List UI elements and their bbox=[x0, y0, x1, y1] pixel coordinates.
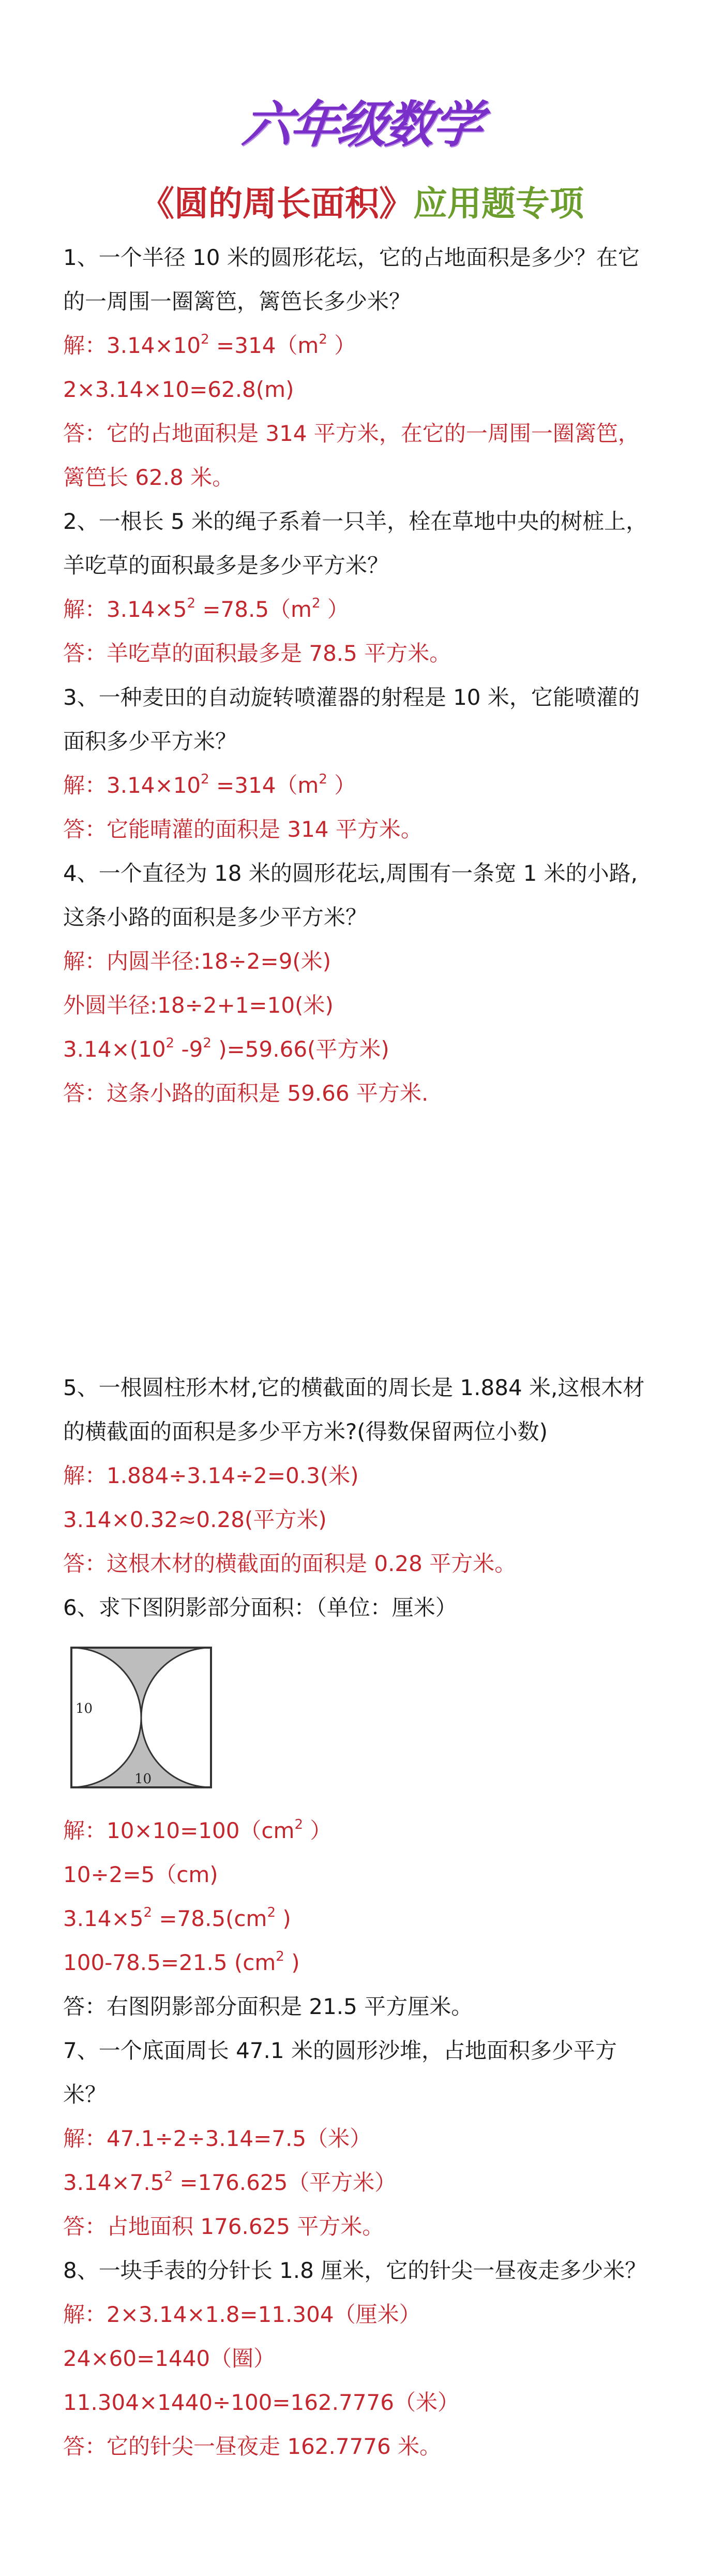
question-2-line-2: 羊吃草的面积最多是多少平方米？ bbox=[63, 553, 389, 578]
solution-4-line-1: 解：内圆半径:18÷2=9(米) bbox=[63, 949, 331, 974]
solution-6-line-4: 100-78.5=21.5 ($cm^2$ ) bbox=[63, 1949, 300, 1975]
solution-8-line-3: 11.304×1440÷100=162.7776（米） bbox=[63, 2390, 459, 2415]
answer-4-line-1: 答：这条小路的面积是 59.66 平方米. bbox=[63, 1080, 429, 1106]
solution-6-line-2: 10÷2=5（cm) bbox=[63, 1862, 218, 1887]
question-8-line-1: 8、一块手表的分针长 1.8 厘米，它的针尖一昼夜走多少米？ bbox=[63, 2258, 647, 2283]
solution-4-line-3: $3.14\times(10^2$ $-9^2$ )=59.66(平方米) bbox=[63, 1035, 389, 1062]
solution-5-line-1: 解：1.884÷3.14÷2=0.3(米) bbox=[63, 1463, 359, 1488]
solution-3-line-1: 解：$3.14\times 10^2 =314(m^2$ ） bbox=[63, 772, 356, 798]
solution-1-line-1: 解：$3.14\times 10^2 =314(m^2$ ） bbox=[63, 332, 356, 358]
answer-7-line-1: 答：占地面积 176.625 平方米。 bbox=[63, 2214, 384, 2239]
figure-left-label: 10 bbox=[76, 1701, 93, 1716]
solution-1-line-2: 2×3.14×10=62.8(m) bbox=[63, 377, 294, 402]
page-title bbox=[0, 176, 724, 225]
question-4-line-1: 4、一个直径为 18 米的圆形花坛,周围有一条宽 1 米的小路, bbox=[63, 861, 638, 886]
answer-6-line-1: 答：右图阴影部分面积是 21.5 平方厘米。 bbox=[63, 1994, 473, 2019]
question-1-line-2: 的一周围一圈篱笆，篱笆长多少米？ bbox=[63, 289, 411, 314]
answer-1-line-2: 篱笆长 62.8 米。 bbox=[63, 465, 234, 490]
question-6-line-1: 6、求下图阴影部分面积：（单位：厘米） bbox=[63, 1595, 457, 1620]
answer-8-line-1: 答：它的针尖一昼夜走 162.7776 米。 bbox=[63, 2434, 442, 2459]
figure-bottom-label: 10 bbox=[134, 1771, 152, 1787]
answer-5-line-1: 答：这根木材的横截面的面积是 0.28 平方米。 bbox=[63, 1551, 517, 1576]
question-5-line-1: 5、一根圆柱形木材,它的横截面的周长是 1.884 米,这根木材 bbox=[63, 1375, 645, 1400]
solution-2-line-1: 解：$3.14\times 5^2 =78.5(m^2$ ） bbox=[63, 596, 349, 622]
title-part-2: 应用题专项 bbox=[413, 184, 584, 224]
question-5-line-2: 的横截面的面积是多少平方米?(得数保留两位小数) bbox=[63, 1419, 548, 1444]
question-7-line-2: 米？ bbox=[63, 2082, 107, 2107]
solution-7-line-1: 解：47.1÷2÷3.14=7.5（米） bbox=[63, 2126, 372, 2151]
question-4-line-2: 这条小路的面积是多少平方米？ bbox=[63, 905, 368, 930]
solution-5-line-2: 3.14×0.32≈0.28(平方米) bbox=[63, 1507, 327, 1532]
shaded-area-figure bbox=[66, 1642, 216, 1793]
question-3-line-1: 3、一种麦田的自动旋转喷灌器的射程是 10 米，它能喷灌的 bbox=[63, 685, 640, 710]
solution-4-line-2: 外圆半径:18÷2+1=10(米) bbox=[63, 993, 334, 1018]
question-1-line-1: 1、一个半径 10 米的圆形花坛，它的占地面积是多少？在它 bbox=[63, 245, 640, 270]
question-3-line-2: 面积多少平方米？ bbox=[63, 729, 237, 754]
solution-6-line-1: 解：$10\times 10=100(cm^2$ ） bbox=[63, 1817, 332, 1843]
question-2-line-1: 2、一根长 5 米的绳子系着一只羊，栓在草地中央的树桩上， bbox=[63, 509, 648, 534]
answer-1-line-1: 答：它的占地面积是 314 平方米，在它的一周围一圈篱笆， bbox=[63, 421, 640, 446]
solution-8-line-2: 24×60=1440（圈） bbox=[63, 2346, 276, 2371]
solution-7-line-2: $3.14\times 7.5^2 =176.625$（平方米） bbox=[63, 2169, 397, 2195]
solution-6-line-3: $3.14\times 5^2 =78.5(cm^2$ ) bbox=[63, 1905, 291, 1931]
question-7-line-1: 7、一个底面周长 47.1 米的圆形沙堆，占地面积多少平方 bbox=[63, 2038, 617, 2063]
brand-logo: 六年级数学 bbox=[239, 96, 484, 154]
answer-3-line-1: 答：它能晴灌的面积是 314 平方米。 bbox=[63, 817, 423, 842]
solution-8-line-1: 解：2×3.14×1.8=11.304（厘米） bbox=[63, 2302, 421, 2327]
title-part-1: 《圆的周长面积》 bbox=[140, 184, 413, 224]
answer-2-line-1: 答：羊吃草的面积最多是 78.5 平方米。 bbox=[63, 641, 451, 666]
